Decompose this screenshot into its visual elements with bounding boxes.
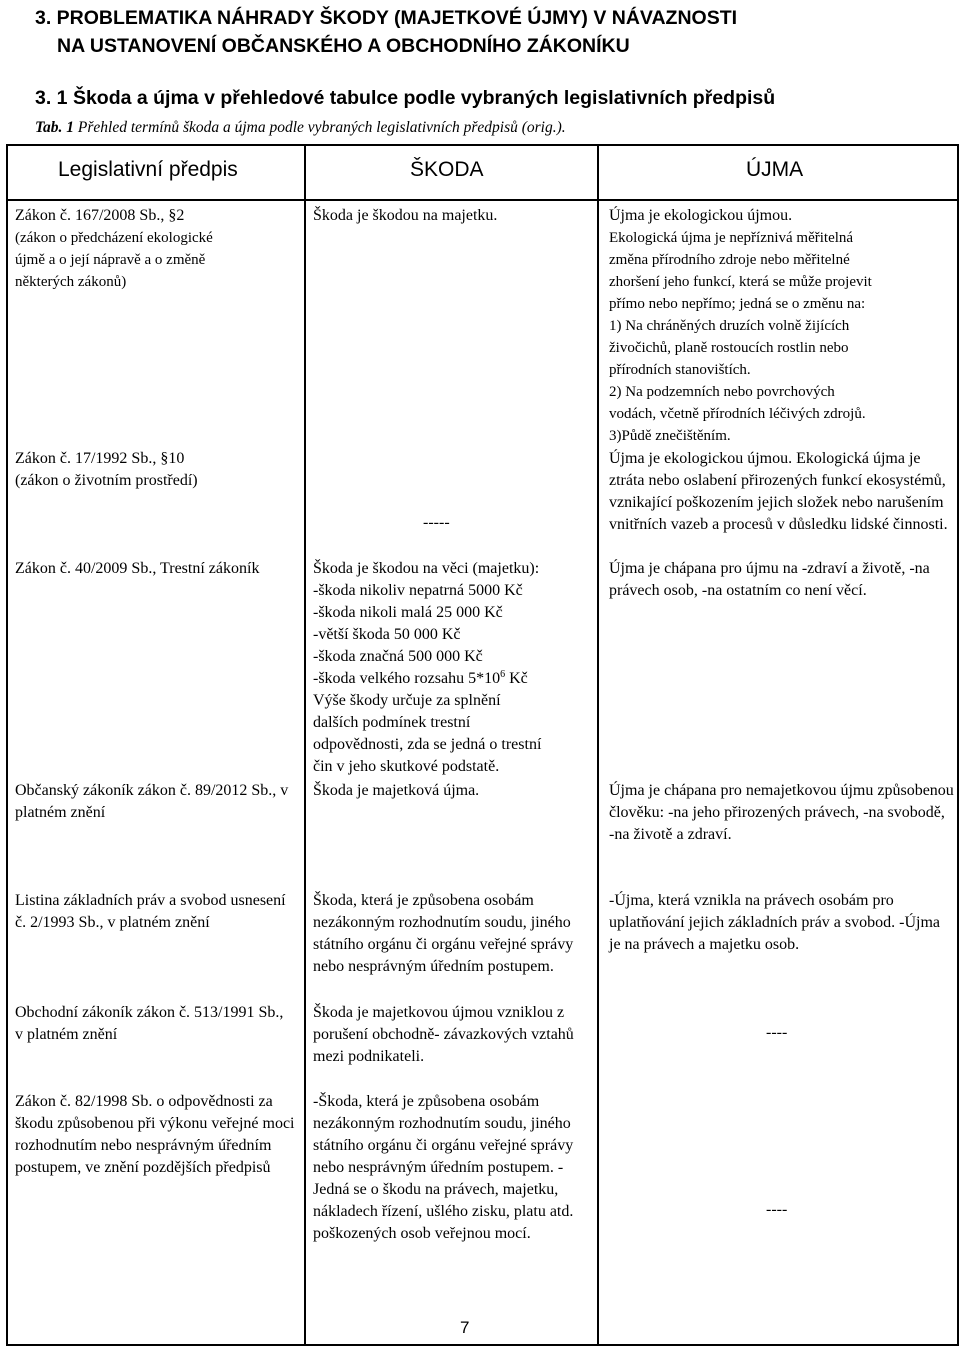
ujma-167-2008 xyxy=(609,205,954,447)
law-17-1992-desc: (zákon o životním prostředí) xyxy=(15,472,198,489)
law-82-1998: Zákon č. 82/1998 Sb. o odpovědnosti za škodu způsobenou při výkonu veřejné moci rozhodnutím nebo nesprávným úředním postupem, ve znění pozdějších předpisů xyxy=(15,1093,295,1176)
skoda-40-2009-part-b-post: Kč xyxy=(505,670,528,687)
skoda-40-2009-part-b-pre: -škoda velkého rozsahu 5*10 xyxy=(313,670,501,687)
skoda-obchodni-zakonik: Škoda je majetkovou újmou vzniklou z porušení obchodně- závazkových vztahů mezi podnikateli. xyxy=(313,1004,574,1065)
skoda-40-2009-part-b xyxy=(313,668,598,690)
ujma-17-1992: Újma je ekologickou újmou. Ekologická újma je ztráta nebo oslabení přirozených funkcí ekosystémů, vznikající poškozením jejich složek nebo narušením vnitřních vazeb a procesů v důsledku lidské činnosti. xyxy=(609,450,948,533)
header-legislativni-predpis: Legislativní předpis xyxy=(58,158,238,181)
ujma-167-2008-title: Újma je ekologickou újmou. xyxy=(609,207,793,224)
skoda-40-2009-part-c: Výše škody určuje za splnění dalších podmínek trestní odpovědnosti, zda se jedná o trestní čin v jeho skutkové podstatě. xyxy=(313,692,542,775)
law-17-1992 xyxy=(15,448,295,492)
ujma-40-2009: Újma je chápana pro újmu na -zdraví a životě, -na právech osob, -na ostatním co není věcí. xyxy=(609,560,930,599)
table-caption xyxy=(35,118,566,138)
section-heading: 3. 1 Škoda a újma v přehledové tabulce podle vybraných legislativních předpisů xyxy=(35,87,776,109)
chapter-heading-line2: NA USTANOVENÍ OBČANSKÉHO A OBCHODNÍHO ZÁKONÍKU xyxy=(57,35,630,57)
skoda-40-2009-exponent: 6 xyxy=(500,669,506,680)
law-listina: Listina základních práv a svobod usnesení č. 2/1993 Sb., v platném znění xyxy=(15,892,286,931)
ujma-82-1998: ---- xyxy=(766,1201,788,1218)
page-number: 7 xyxy=(460,1318,470,1337)
skoda-17-1992: ----- xyxy=(423,514,450,531)
header-skoda: ŠKODA xyxy=(410,158,484,181)
chapter-heading-line1: 3. PROBLEMATIKA NÁHRADY ŠKODY (MAJETKOVÉ ÚJMY) V NÁVAZNOSTI xyxy=(35,7,738,29)
law-40-2009: Zákon č. 40/2009 Sb., Trestní zákoník xyxy=(15,560,260,577)
header-ujma: ÚJMA xyxy=(746,158,804,181)
law-obchodni-zakonik: Obchodní zákoník zákon č. 513/1991 Sb., v platném znění xyxy=(15,1004,284,1043)
ujma-listina: -Újma, která vznikla na právech osobám pro uplatňování jejich základních práv a svobod. -Újma je na právech a majetku osob. xyxy=(609,892,941,953)
table-caption-label: Tab. 1 xyxy=(35,119,75,136)
skoda-82-1998: -Škoda, která je způsobena osobám nezákonným rozhodnutím soudu, jiného státního orgánu či orgánu veřejné správy nebo nesprávným úředním postupem. -Jedná se o škodu na právech, majetku, nákladech řízení, ušlého zisku, platu atd. poškozených osob veřejnou mocí. xyxy=(313,1093,574,1242)
skoda-listina: Škoda, která je způsobena osobám nezákonným rozhodnutím soudu, jiného státního orgánu či orgánu veřejné správy nebo nesprávným úředním postupem. xyxy=(313,892,574,975)
skoda-167-2008: Škoda je škodou na majetku. xyxy=(313,207,498,224)
law-17-1992-title: Zákon č. 17/1992 Sb., §10 xyxy=(15,450,185,467)
law-167-2008-desc: (zákon o předcházení ekologické újmě a o její nápravě a o změně některých zákonů) xyxy=(15,230,213,290)
ujma-obcansky-zakonik: Újma je chápana pro nemajetkovou újmu způsobenou člověku: -na jeho přirozených právech, -na svobodě, -na životě a zdraví. xyxy=(609,782,954,843)
law-167-2008 xyxy=(15,205,295,293)
skoda-40-2009 xyxy=(313,558,598,778)
law-obcansky-zakonik: Občanský zákoník zákon č. 89/2012 Sb., v platném znění xyxy=(15,782,289,821)
skoda-obcansky-zakonik: Škoda je majetková újma. xyxy=(313,782,480,799)
ujma-obchodni-zakonik: ---- xyxy=(766,1024,788,1041)
skoda-40-2009-part-a: Škoda je škodou na věci (majetku): -škoda nikoliv nepatrná 5000 Kč -škoda nikoli malá 25 000 Kč -větší škoda 50 000 Kč -škoda značná 500 000 Kč xyxy=(313,560,540,665)
ujma-167-2008-desc: Ekologická újma je nepříznivá měřitelná změna přírodního zdroje nebo měřitelné zhoršení jeho funkcí, která se může projevit přímo nebo nepřímo; jedná se o změnu na: 1) Na chráněných druzích volně žijících živočichů, planě rostoucích rostlin nebo přírodních stanovištích. 2) Na podzemních nebo povrchových vodách, včetně přírodních léčivých zdrojů. 3)Půdě znečištěním. xyxy=(609,230,872,444)
table-caption-text: Přehled termínů škoda a újma podle vybraných legislativních předpisů (orig.). xyxy=(74,119,566,136)
law-167-2008-title: Zákon č. 167/2008 Sb., §2 xyxy=(15,207,185,224)
chapter-heading xyxy=(35,4,935,60)
